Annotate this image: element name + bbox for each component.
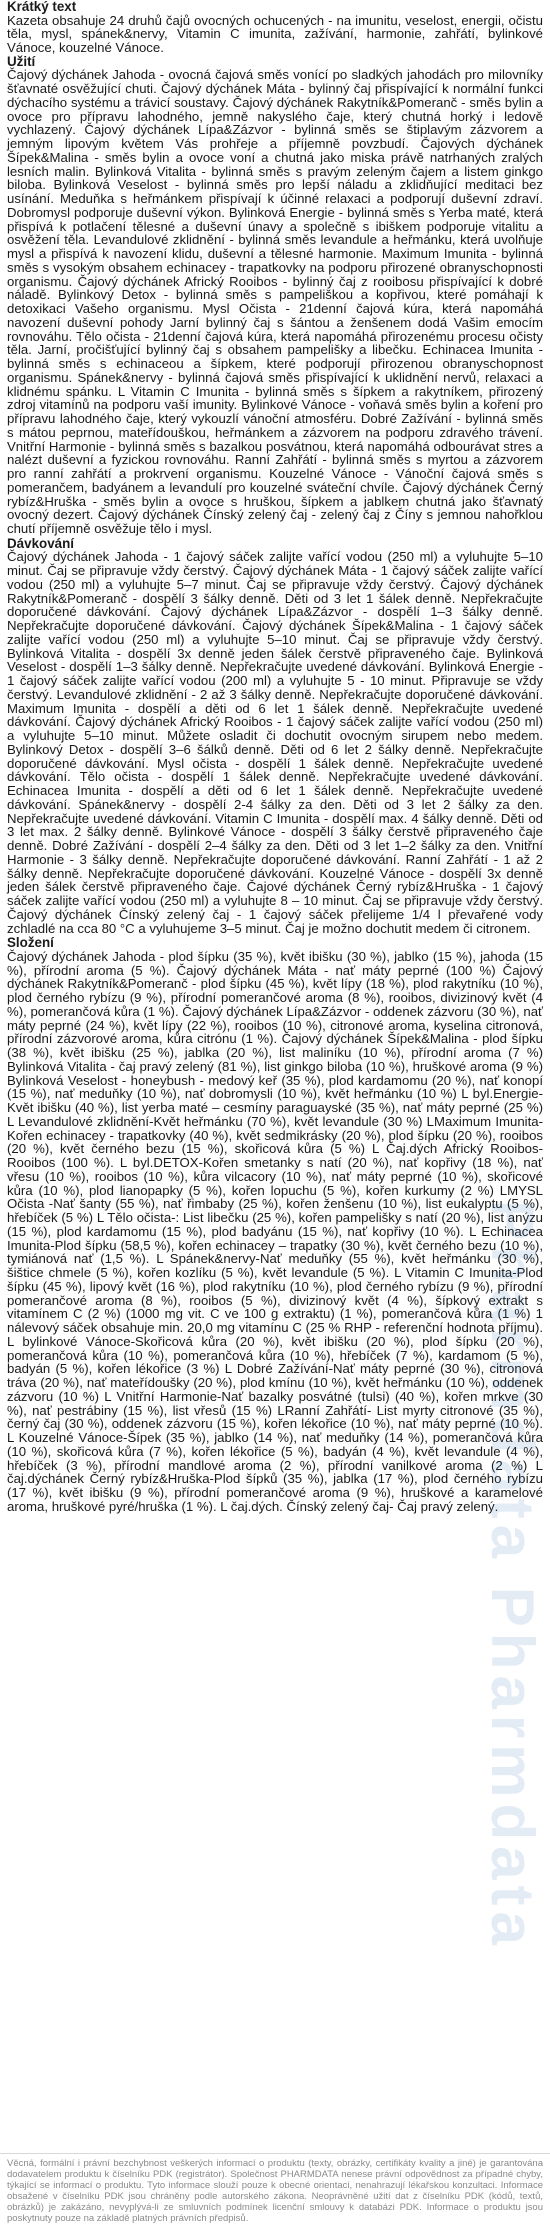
section-uziti: [7, 55, 543, 536]
section-kratky-text: [7, 0, 543, 55]
uziti-paragraph: Čajový dýchánek Jahoda - ovocná čajová směs vonící po sladkých jahodách pro milovníky šťavnaté osvěžující chuti. Čajový dýchánek Máta - bylinný čaj přispívající k normální funkci dýchacího systému a trávicí soustavy. Čajový dýchánek Rakytník&Pomeranč - směs bylin a ovoce pro přípravu lahodného, jemně nakyslého čaje, který chutná horký i ledově vychlazený. Čajový dýchánek Lípa&Zázvor - bylinná směs se štiplavým zázvorem a jemným lipovým květem Vás prohřeje a příjemně povzbudí. Čajových dýchánek Šípek&Malina - směs bylin a ovoce voní a chutná jako miska právě natrhaných zralých lesních malin. Bylinková Vitalita - bylinná směs s pravým zeleným čajem a listem ginkgo biloba. Bylinková Veselost - bylinná směs pro lepší náladu a zklidňující meditaci bez usínání. Meduňka s heřmánkem přispívají k účinné relaxaci a podporují duševní zdraví. Dobromysl podporuje duševní výkon. Bylinková Energie - bylinná směs s Yerba maté, která přispívá k potlačení tělesné a duševní únavy a společně s ibiškem podporuje vitalitu a osvěžení těla. Levandulové zklidnění - bylinná směs levandule a heřmánku, která uvolňuje mysl a přispívá k navození klidu, duševní a tělesné harmonie. Maximum Imunita - bylinná směs s vysokým obsahem echinacey - trapatkovky na podporu přirozené obranyschopnosti organismu. Čajový dýchánek Africký Rooibos - bylinný čaj z rooibosu přispívající k dobré náladě. Bylinkový Detox - bylinná směs s pampeliškou a kopřivou, které pomáhají k detoxikaci Vašeho organismu. Mysl Očista - 21denní čajová kúra, která napomáhá navození duševní pohody Jarní bylinný čaj s šántou a ženšenem dodá Vašim emocím rovnováhu. Tělo očista - 21denní čajová kúra, která napomáhá přirozenému procesu očisty těla. Jarní, pročišťující bylinný čaj s obsahem pampelišky a libečku. Echinacea Imunita - bylinná směs s echinaceou a šípkem, které podporují přirozenou obranyschopnost organismu. Spánek&nervy - bylinná čajová směs přispívající k uklidnění nervů, relaxaci a klidnému spánku. L Vitamin C Imunita - bylinná směs s šípkem a rakytníkem, přirozený zdroj vitamínů na podporu vaší imunity. Bylinkové Vánoce - voňavá směs bylin a koření pro přípravu lahodného čaje, který vykouzlí vánoční atmosféru. Dobré Zažívání - bylinná směs s mátou peprnou, mateřídouškou, heřmánkem a zázvorem na podporu zdravého trávení. Vnitřní Harmonie - bylinná směs s bazalkou posvátnou, která napomáhá odbourávat stres a nalézt duševní a fyzickou rovnováhu. Ranní Zahřátí - bylinná směs s myrtou a zázvorem pro ranní zahřátí a prokrvení organismu. Kouzelné Vánoce - Vánoční čajová směs s pomerančem, badyánem a levandulí pro kouzelné sváteční chvíle. Čajový dýchánek Černý rybíz&Hruška - směs bylin a ovoce s hruškou, šípkem a jablkem chutná jako šťavnatý ovocný dezert. Čajový dýchánek Čínský zelený čaj - zelený čaj z Číny s jemnou nahořklou chutí příjemně osvěžuje tělo i mysl.: [7, 67, 543, 536]
section-davkovani: [7, 537, 543, 936]
section-title-kratky-text: Krátký text: [7, 0, 77, 14]
svg-text:Pharmdata Pharmdata: Pharmdata Pharmdata: [479, 1200, 546, 1951]
legal-disclaimer: [0, 2153, 550, 2224]
slozeni-paragraph: Čajový dýchánek Jahoda - plod šípku (35 %), květ ibišku (30 %), jablko (15 %), jahoda (15 %), přírodní aroma (5 %). Čajový dýchánek Máta - nať máty peprné (100 %) Čajový dýchánek Rakytník&Pomeranč - plod šípku (45 %), květ lípy (18 %), plod rakytníku (10 %), plod černého rybízu (9 %), přírodní pomerančové aroma (8 %), rooibos, divizinový květ (4 %), pomerančová kůra (1 %). Čajový dýchánek Lípa&Zázvor - oddenek zázvoru (30 %), nať máty peprné (24 %), květ lípy (22 %), rooibos (10 %), citronové aroma, kyselina citronová, přírodní zázvorové aroma, kůra citrónu (1 %). Čajový dýchánek Šípek&Malina - plod šípku (38 %), květ ibišku (25 %), jablka (20 %), list maliníku (10 %), přírodní aroma (7 %) Bylinková Vitalita - čaj pravý zelený (81 %), list ginkgo biloba (10 %), hruškové aroma (9 %) Bylinková Veselost - honeybush - medový keř (35 %), plod kardamomu (20 %), nať konopí (15 %), nať meduňky (10 %), nať dobromysli (10 %), květ heřmánku (10 %) L byl.Energie-Květ ibišku (40 %), list yerba maté – cesmíny paraguayské (35 %), nať máty peprné (25 %) L Levandulové zklidnění-Květ heřmánku (70 %), květ levandule (30 %) LMaximum Imunita-Kořen echinacey - trapatkovky (40 %), květ sedmikrásky (20 %), plod šípku (20 %), rooibos (20 %), květ černého bezu (15 %), skořicová kůra (5 %) L Čaj.dých Africký Rooibos-Rooibos (100 %). L byl.DETOX-Kořen smetanky s natí (20 %), nať kopřivy (18 %), nať vřesu (10 %), rooibos (10 %), kůra vilcacory (10 %), nať máty peprné (10 %), skořicové kůra (10 %), plod lianopapky (5 %), kořen lopuchu (5 %), kořen kurkumy (2 %) LMYSL Očista -Nať šanty (55 %), nať řimbaby (25 %), kořen ženšenu (10 %), list eukalyptu (5 %), hřebíček (5 %) L Tělo očista-: List libečku (25 %), kořen pampelišky s natí (20 %), list anýzu (15 %), plod kardamomu (15 %), plod badyánu (15 %), nať kopřivy (10 %). L Echinacea Imunita-Plod šípku (58,5 %), kořen echinacey – trapatky (30 %), květ černého bezu (10 %), tymiánová nať (1,5 %). L Spánek&nervy-Nať meduňky (55 %), květ heřmánku (30 %), šištice chmele (5 %), kořen kozlíku (5 %), květ levandule (5 %). L Vitamin C Imunita-Plod šípku (45 %), lipový květ (16 %), plod rakytníku (10 %), plod černého rybízu (9 %), přírodní pomerančové aroma (8 %), rooibos (5 %), divizinový květ (4 %), šípkový extrakt s vitamínem C (2 %) (1000 mg vit. C ve 100 g extraktu) (1 %), pomerančová kůra (1 %) 1 nálevový sáček obsahuje min. 20,0 mg vitamínu C (25 % RHP - referenční hodnota příjmu). L bylinkové Vánoce-Skořicová kůra (20 %), květ ibišku (20 %), plod šípku (20 %), pomerančová kůra (10 %), pomerančová kůra (10 %), hřebíček (7 %), kardamom (5 %), badyán (5 %), kořen lékořice (3 %) L Dobré Zažívání-Nať máty peprné (30 %), citronová tráva (20 %), nať mateřídoušky (20 %), plod kmínu (10 %), květ heřmánku (10 %), oddenek zázvoru (10 %) L Vnitřní Harmonie-Nať bazalky posvátné (tulsi) (40 %), kořen mrkve (30 %), nať pestrábiny (15 %), list vřesů (15 %) LRanní Zahřátí- List myrty citronové (35 %), černý čaj (30 %), oddenek zázvoru (15 %), kořen lékořice (10 %), nať máty peprné (10 %). L Kouzelné Vánoce-Šípek (35 %), jablko (14 %), nať meduňky (14 %), pomerančová kůra (10 %), skořicová kůra (7 %), kořen lékořice (5 %), badyán (4 %), květ levandule (4 %), hřebíček (3 %), přírodní mandlové aroma (2 %), přírodní vanilkové aroma (2 %) L čaj.dýchánek Černý rybíz&Hruška-Plod šípků (35 %), jablka (17 %), plod černého rybízu (17 %), květ ibišku (9 %), přírodní pomerančové aroma (9 %), hruškové a karamelové aroma, hruškové pyré/hruška (1 %). L čaj.dých. Čínský zelený čaj- Čaj pravý zelený.: [7, 948, 543, 1514]
section-title-slozeni: Složení: [7, 935, 54, 951]
section-title-uziti: Užití: [7, 53, 36, 69]
kratky-text-paragraph: Kazeta obsahuje 24 druhů čajů ovocných ochucených - na imunitu, veselost, energii, očistu těla, mysl, spánek&nervy, Vitamin C imunita, zažívání, harmonie, zahřátí, bylinkové Vánoce, kouzelné Vánoce.: [7, 12, 543, 55]
davkovani-paragraph: Čajový dýchánek Jahoda - 1 čajový sáček zalijte vařící vodou (250 ml) a vyluhujte 5–10 minut. Čaj se připravuje vždy čerstvý. Čajový dýchánek Máta - 1 čajový sáček zalijte vařící vodou (250 ml) a vyluhujte 5–7 minut. Čaj se připravuje vždy čerstvý. Čajový dýchánek Rakytník&Pomeranč - dospělí 3 šálky denně. Děti od 3 let 1 šálek denně. Nepřekračujte doporučené dávkování. Čajový dýchánek Lípa&Zázvor - dospělí 1–3 šálky denně. Nepřekračujte doporučené dávkování. Čajový dýchánek Šípek&Malina - 1 čajový sáček zalijte vařící vodou (250 ml) a vyluhujte 5–10 minut. Čaj se připravuje vždy čerstvý. Bylinková Vitalita - dospělí 3x denně jeden šálek čerstvě připraveného čaje. Bylinková Veselost - dospělí 1–3 šálky denně. Nepřekračujte uvedené dávkování. Bylinková Energie - 1 čajový sáček zalijte vařící vodou (200 ml) a vyluhujte 5 - 10 minut. Připravuje se vždy čerstvý. Levandulové zklidnění - 2 až 3 šálky denně. Nepřekračujte doporučené dávkování. Maximum Imunita - dospělí a děti od 6 let 1 šálek denně. Nepřekračujte uvedené dávkování. Čajový dýchánek Africký Rooibos - 1 čajový sáček zalijte vařící vodou (250 ml) a vyluhujte 5–10 minut. Můžete osladit či dochutit ovocným sirupem nebo medem. Bylinkový Detox - dospělí 3–6 šálků denně. Děti od 6 let 2 šálky denně. Nepřekračujte doporučené dávkování. Mysl očista - dospělí 1 šálek denně. Nepřekračujte uvedené dávkování. Tělo očista - dospělí 1 šálek denně. Nepřekračujte uvedené dávkování. Echinacea Imunita - dospělí a děti od 6 let 1 šálek denně. Nepřekračujte uvedené dávkování. Spánek&nervy - dospělí 2-4 šálky za den. Děti od 3 let 2 šálky za den. Nepřekračujte uvedené dávkování. Vitamin C Imunita - dospělí max. 4 šálky denně. Děti od 3 let max. 2 šálky denně. Bylinkové Vánoce - dospělí 3 šálky čerstvě připraveného čaje denně. Dobré Zažívání - dospělí 2–4 šálky za den. Děti od 3 let 1–2 šálky za den. Vnitřní Harmonie - 3 šálky denně. Nepřekračujte doporučené dávkování. Ranní Zahřátí - 1 až 2 šálky denně. Nepřekračujte doporučené dávkování. Kouzelné Vánoce - dospělí 3x denně jeden šálek čerstvě připraveného čaje. Čajové dýchánek Černý rybíz&Hruška - 1 čajový sáček zalijte vařící vodou (250 ml) a vyluhujte 8 – 10 minut. Čaj se připravuje vždy čerstvý. Čajový dýchánek Čínský zelený čaj - 1 čajový sáček přelijeme 1/4 l převařené vody zchladlé na cca 80 °C a vyluhujeme 3–5 minut. Čaj je možno dochutit medem či citronem.: [7, 549, 543, 936]
section-slozeni: [7, 936, 543, 1513]
section-title-davkovani: Dávkování: [7, 535, 74, 551]
disclaimer-text: Věcná, formální i právní bezchybnost veškerých informací o produktu (texty, obrázky, certifikáty kvality a jiné) je garantována dodavatelem produktu k číselníku PDK (registrátor). Společnost PHARMDATA nenese právní odpovědnost za případné chyby, týkající se informací o produktu. Tyto informace slouží pouze k obecné orientaci, nenahrazují lékařskou konzultaci. Informace obsažené v číselníku PDK jsou chráněny podle autorského zákona. Neoprávněné užití dat z číselníku PDK (kódů, textů, obrázků) je zakázáno, nevyplývá-li ze smluvních podmínek licenční smlouvy k databázi PDK. Informace o produktu jsou poskytnuty pouze na základě platných právních předpisů.: [7, 2158, 543, 2224]
